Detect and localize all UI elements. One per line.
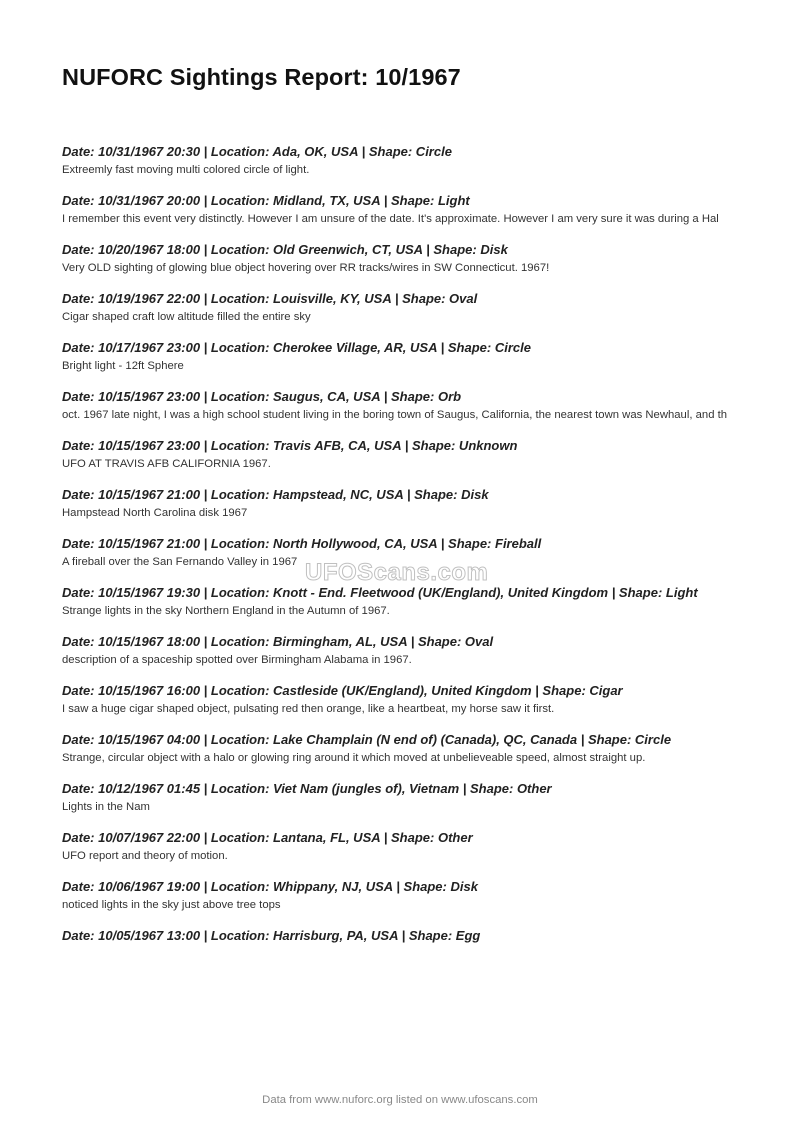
sighting-header: Date: 10/15/1967 16:00 | Location: Castleside (UK/England), United Kingdom | Shape: Cigar [62,683,623,698]
watermark: UFOScans.com [305,559,489,586]
sighting-description: UFO report and theory of motion. [62,850,228,862]
sighting-header: Date: 10/19/1967 22:00 | Location: Louisville, KY, USA | Shape: Oval [62,291,478,306]
sighting-header: Date: 10/12/1967 01:45 | Location: Viet Nam (jungles of), Vietnam | Shape: Other [62,781,552,796]
sighting-entry [62,780,742,815]
sighting-header: Date: 10/31/1967 20:00 | Location: Midland, TX, USA | Shape: Light [62,193,470,208]
sighting-description: UFO AT TRAVIS AFB CALIFORNIA 1967. [62,458,271,470]
sighting-description: Strange, circular object with a halo or glowing ring around it which moved at unbelieveable speed, almost straight up. [62,752,646,764]
sighting-header: Date: 10/06/1967 19:00 | Location: Whippany, NJ, USA | Shape: Disk [62,879,478,894]
sighting-entry [62,437,742,472]
sighting-header: Date: 10/17/1967 23:00 | Location: Cherokee Village, AR, USA | Shape: Circle [62,340,531,355]
sighting-entry [62,192,742,227]
sighting-description: Bright light - 12ft Sphere [62,360,184,372]
sighting-description: Strange lights in the sky Northern England in the Autumn of 1967. [62,605,390,617]
sighting-description: Very OLD sighting of glowing blue object hovering over RR tracks/wires in SW Connecticut. 1967! [62,262,550,274]
sighting-entry [62,829,742,864]
sighting-description: Lights in the Nam [62,801,150,813]
sighting-description: description of a spaceship spotted over Birmingham Alabama in 1967. [62,654,412,666]
sighting-entry [62,290,742,325]
sighting-header: Date: 10/20/1967 18:00 | Location: Old Greenwich, CT, USA | Shape: Disk [62,242,508,257]
sighting-header: Date: 10/31/1967 20:30 | Location: Ada, OK, USA | Shape: Circle [62,144,452,159]
sighting-header: Date: 10/15/1967 04:00 | Location: Lake Champlain (N end of) (Canada), QC, Canada | Shape: Circle [62,732,672,747]
sighting-header: Date: 10/15/1967 23:00 | Location: Travis AFB, CA, USA | Shape: Unknown [62,438,518,453]
sighting-entry [62,878,742,913]
sighting-entry [62,339,742,374]
sighting-header: Date: 10/15/1967 21:00 | Location: North Hollywood, CA, USA | Shape: Fireball [62,536,542,551]
sighting-entry [62,584,742,619]
sighting-description: oct. 1967 late night, I was a high school student living in the boring town of Saugus, California, the nearest town was Newhaul, and th [62,409,728,421]
footer-credit: Data from www.nuforc.org listed on www.ufoscans.com [262,1094,538,1106]
sighting-entry [62,486,742,521]
sighting-entry [62,241,742,276]
sighting-header: Date: 10/15/1967 21:00 | Location: Hampstead, NC, USA | Shape: Disk [62,487,489,502]
sighting-entry [62,535,742,570]
sighting-description: Cigar shaped craft low altitude filled the entire sky [62,311,311,323]
sighting-description: Extreemly fast moving multi colored circle of light. [62,164,310,176]
sighting-description: I saw a huge cigar shaped object, pulsating red then orange, like a heartbeat, my horse saw it first. [62,703,555,715]
sighting-entry [62,927,742,944]
sighting-entry [62,682,742,717]
sighting-description: I remember this event very distinctly. However I am unsure of the date. It's approximate. However I am very sure it was during a Hal [62,213,719,225]
sighting-entry [62,731,742,766]
page-title: NUFORC Sightings Report: 10/1967 [62,64,461,90]
sighting-header: Date: 10/15/1967 18:00 | Location: Birmingham, AL, USA | Shape: Oval [62,634,494,649]
sightings-list [62,143,742,958]
sighting-header: Date: 10/15/1967 23:00 | Location: Saugus, CA, USA | Shape: Orb [62,389,462,404]
sighting-description: noticed lights in the sky just above tree tops [62,899,281,911]
sighting-entry [62,388,742,423]
sighting-entry [62,633,742,668]
sighting-entry [62,143,742,178]
sighting-description: A fireball over the San Fernando Valley in 1967 [62,556,298,568]
sighting-header: Date: 10/15/1967 19:30 | Location: Knott - End. Fleetwood (UK/England), United Kingdom | Shape: Light [62,585,698,600]
sighting-header: Date: 10/05/1967 13:00 | Location: Harrisburg, PA, USA | Shape: Egg [62,928,481,943]
sighting-header: Date: 10/07/1967 22:00 | Location: Lantana, FL, USA | Shape: Other [62,830,473,845]
sighting-description: Hampstead North Carolina disk 1967 [62,507,248,519]
